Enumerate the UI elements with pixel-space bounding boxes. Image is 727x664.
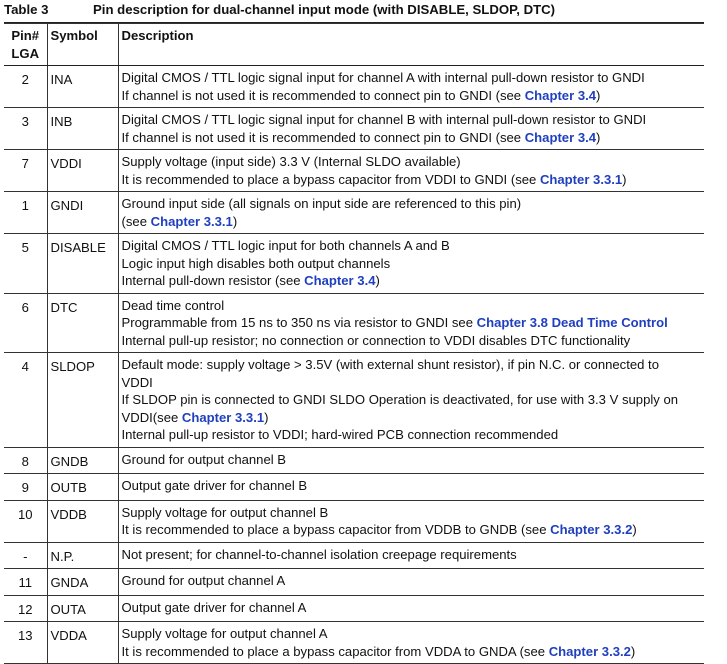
description-text: VDDI(see	[121, 409, 182, 425]
description-text: Digital CMOS / TTL logic signal input for channel A with internal pull-down resistor to GNDI	[121, 70, 645, 85]
pin-description	[118, 150, 704, 192]
description-text: )	[632, 522, 637, 537]
table-caption	[4, 2, 704, 23]
pin-symbol: OUTA	[47, 595, 118, 622]
table-row	[4, 66, 704, 108]
pin-symbol: GNDA	[47, 569, 118, 596]
table-row	[4, 500, 704, 542]
pin-description	[118, 447, 704, 474]
pin-symbol: INA	[47, 66, 118, 108]
description-text: It is recommended to place a bypass capacitor from VDDB to GNDB (see	[121, 522, 551, 537]
pin-symbol: VDDA	[47, 622, 118, 664]
description-line	[122, 521, 702, 539]
pin-description	[118, 542, 704, 569]
pin-symbol: OUTB	[47, 474, 118, 501]
description-text: )	[622, 171, 627, 187]
description-text: Supply voltage for output channel B	[121, 504, 329, 520]
table-row	[4, 595, 704, 622]
table-row	[4, 234, 704, 294]
description-line	[122, 297, 702, 315]
pin-symbol: DTC	[47, 293, 118, 353]
description-text: Ground for output channel A	[121, 573, 286, 588]
description-text: Supply voltage (input side) 3.3 V (Internal SLDO available)	[121, 154, 461, 169]
table-body	[4, 66, 704, 664]
pin-description	[118, 595, 704, 622]
description-text: )	[596, 87, 601, 103]
chapter-link[interactable]: Chapter 3.3.1	[150, 213, 233, 229]
table-number: Table 3	[4, 2, 49, 17]
pin-symbol: GNDB	[47, 447, 118, 474]
description-line	[122, 572, 702, 590]
header-pin	[4, 24, 47, 66]
description-text: Dead time control	[121, 297, 225, 313]
description-text: Not present; for channel-to-channel isolation creepage requirements	[121, 546, 517, 562]
pin-symbol: INB	[47, 108, 118, 150]
chapter-link[interactable]: Chapter 3.4	[304, 273, 376, 288]
description-text: (see	[121, 213, 151, 229]
pin-symbol: DISABLE	[47, 234, 118, 294]
description-text: Output gate driver for channel A	[121, 599, 307, 615]
description-text: Output gate driver for channel B	[121, 478, 308, 493]
description-text: Internal pull-up resistor; no connection or connection to VDDI disables DTC functionality	[121, 332, 631, 348]
description-line	[122, 409, 702, 427]
description-text: VDDI	[121, 374, 153, 390]
description-line	[122, 255, 702, 273]
table-row	[4, 622, 704, 664]
pin-description	[118, 474, 704, 501]
header-pin-label: Pin#	[11, 28, 40, 43]
header-description: Description	[118, 24, 704, 66]
pin-description	[118, 192, 704, 234]
description-line	[122, 87, 702, 105]
description-text: If SLDOP pin is connected to GNDI SLDO Operation is deactivated, for use with 3.3 V supply on	[121, 392, 679, 407]
description-line	[122, 546, 702, 564]
pin-description	[118, 353, 704, 448]
table-row	[4, 447, 704, 474]
table-row	[4, 474, 704, 501]
pin-symbol: SLDOP	[47, 353, 118, 448]
table-row	[4, 569, 704, 596]
pin-number: 13	[4, 622, 47, 664]
description-line	[122, 314, 702, 332]
description-text: Internal pull-up resistor to VDDI; hard-wired PCB connection recommended	[121, 427, 559, 442]
pin-description-table	[4, 23, 704, 664]
description-line	[122, 69, 702, 87]
description-line	[122, 599, 702, 617]
table-row	[4, 150, 704, 192]
description-text: )	[630, 643, 636, 659]
description-line	[122, 111, 702, 129]
pin-symbol: VDDB	[47, 500, 118, 542]
description-text: )	[596, 129, 601, 145]
description-line	[122, 237, 702, 255]
description-text: Programmable from 15 ns to 350 ns via resistor to GNDI see	[121, 315, 477, 330]
description-text: )	[375, 273, 380, 288]
pin-description	[118, 66, 704, 108]
header-symbol: Symbol	[47, 24, 118, 66]
description-text: It is recommended to place a bypass capacitor from VDDA to GNDA (see	[121, 643, 549, 659]
table-row	[4, 108, 704, 150]
chapter-link[interactable]: Chapter 3.8 Dead Time Control	[476, 315, 668, 330]
description-line	[122, 426, 702, 444]
pin-description	[118, 500, 704, 542]
description-line	[122, 625, 702, 643]
pin-number: 12	[4, 595, 47, 622]
pin-description	[118, 108, 704, 150]
description-text: If channel is not used it is recommended to connect pin to GNDI (see	[121, 87, 525, 103]
pin-number: 9	[4, 474, 47, 501]
pin-number: 2	[4, 66, 47, 108]
pin-symbol: GNDI	[47, 192, 118, 234]
description-line	[122, 356, 702, 374]
pin-number: 1	[4, 192, 47, 234]
pin-number: 6	[4, 293, 47, 353]
pin-description	[118, 569, 704, 596]
pin-number: 10	[4, 500, 47, 542]
pin-number: 7	[4, 150, 47, 192]
description-line	[122, 272, 702, 290]
description-text: If channel is not used it is recommended to connect pin to GNDI (see	[121, 129, 525, 145]
description-line	[122, 643, 702, 661]
description-line	[122, 153, 702, 171]
description-text: Digital CMOS / TTL logic input for both channels A and B	[121, 238, 450, 253]
pin-symbol: VDDI	[47, 150, 118, 192]
description-text: )	[232, 213, 238, 229]
description-line	[122, 195, 702, 213]
description-line	[122, 213, 702, 231]
header-pin-sublabel: LGA	[11, 45, 40, 61]
chapter-link[interactable]: Chapter 3.3.2	[550, 522, 633, 537]
description-text: Logic input high disables both output channels	[121, 255, 391, 271]
description-line	[122, 171, 702, 189]
chapter-link[interactable]: Chapter 3.4	[524, 129, 597, 145]
pin-number: 8	[4, 447, 47, 474]
chapter-link[interactable]: Chapter 3.3.1	[181, 409, 265, 425]
pin-symbol: N.P.	[47, 542, 118, 569]
description-line	[122, 477, 702, 495]
description-text: )	[264, 409, 269, 425]
description-text: Digital CMOS / TTL logic signal input for channel B with internal pull-down resistor to GNDI	[121, 112, 647, 127]
pin-number: 11	[4, 569, 47, 596]
table-row	[4, 353, 704, 448]
pin-description	[118, 293, 704, 353]
pin-description	[118, 622, 704, 664]
description-text: Supply voltage for output channel A	[121, 626, 328, 641]
chapter-link[interactable]: Chapter 3.4	[524, 87, 597, 103]
header-row	[4, 24, 704, 66]
pin-number: 5	[4, 234, 47, 294]
pin-table-container	[4, 2, 704, 664]
description-line	[122, 451, 702, 469]
description-line	[122, 129, 702, 147]
table-row	[4, 542, 704, 569]
pin-number: -	[4, 542, 47, 569]
description-text: Ground input side (all signals on input side are referenced to this pin)	[121, 196, 522, 211]
pin-number: 4	[4, 353, 47, 448]
chapter-link[interactable]: Chapter 3.3.1	[539, 171, 623, 187]
description-line	[122, 374, 702, 392]
description-line	[122, 504, 702, 522]
description-line	[122, 391, 702, 409]
description-text: Internal pull-down resistor (see	[121, 273, 305, 288]
pin-description	[118, 234, 704, 294]
description-line	[122, 332, 702, 350]
table-title: Pin description for dual-channel input mode (with DISABLE, SLDOP, DTC)	[93, 2, 556, 17]
table-row	[4, 293, 704, 353]
description-text: It is recommended to place a bypass capacitor from VDDI to GNDI (see	[121, 171, 540, 187]
description-text: Default mode: supply voltage > 3.5V (with external shunt resistor), if pin N.C. or connected to	[121, 357, 659, 372]
pin-number: 3	[4, 108, 47, 150]
description-text: Ground for output channel B	[121, 451, 287, 467]
chapter-link[interactable]: Chapter 3.3.2	[548, 643, 631, 659]
table-row	[4, 192, 704, 234]
